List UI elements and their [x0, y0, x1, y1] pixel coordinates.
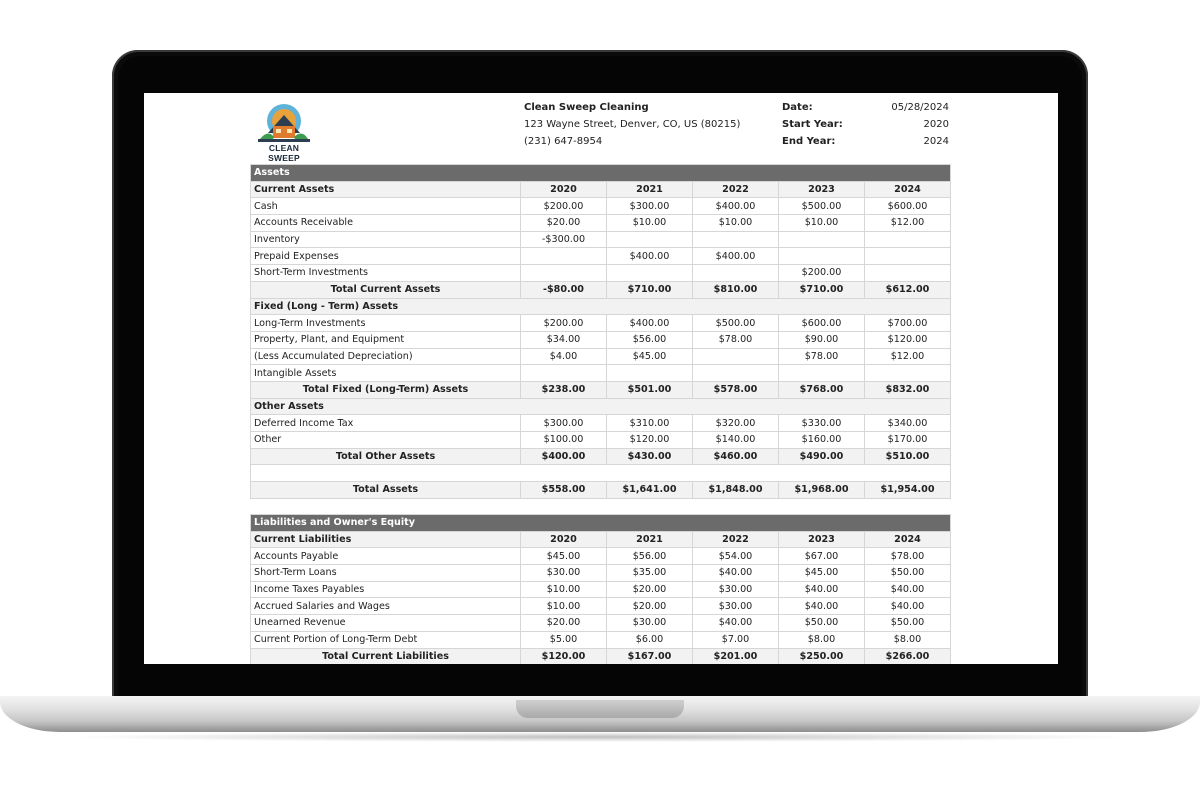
cell: $78.00 — [693, 331, 779, 348]
cell: $10.00 — [521, 581, 607, 598]
total-label: Total Current Liabilities — [251, 648, 521, 664]
cell: $140.00 — [693, 432, 779, 449]
cell: $50.00 — [865, 565, 951, 582]
cell: $600.00 — [779, 315, 865, 332]
total-cell: $578.00 — [693, 381, 779, 398]
company-logo — [254, 103, 314, 163]
year-header: 2021 — [607, 531, 693, 548]
date-label: Date: — [782, 102, 813, 113]
row-label: Intangible Assets — [251, 365, 521, 382]
table-row — [251, 315, 951, 332]
cell — [521, 365, 607, 382]
total-cell: $832.00 — [865, 381, 951, 398]
cell: $300.00 — [521, 415, 607, 432]
cell: $40.00 — [693, 615, 779, 632]
total-cell: $612.00 — [865, 281, 951, 298]
cell — [865, 265, 951, 282]
total-cell: $201.00 — [693, 648, 779, 664]
cell: $5.00 — [521, 631, 607, 648]
year-header: 2023 — [779, 181, 865, 198]
total-label: Total Fixed (Long-Term) Assets — [251, 381, 521, 398]
liabilities-title-row — [251, 515, 951, 532]
cell: $45.00 — [521, 548, 607, 565]
section-label: Current Assets — [251, 181, 521, 198]
start-year-value: 2020 — [923, 119, 949, 130]
year-header: 2021 — [607, 181, 693, 198]
cell — [779, 248, 865, 265]
total-cell: $810.00 — [693, 281, 779, 298]
row-label: Inventory — [251, 231, 521, 248]
fixed-assets-header — [251, 298, 951, 315]
cell — [865, 248, 951, 265]
total-cell: $490.00 — [779, 448, 865, 465]
logo-text: CLEAN SWEEP — [268, 143, 300, 163]
row-label: Long-Term Investments — [251, 315, 521, 332]
cell: $400.00 — [693, 248, 779, 265]
total-cell: $266.00 — [865, 648, 951, 664]
row-label: Accrued Salaries and Wages — [251, 598, 521, 615]
cell: $200.00 — [521, 198, 607, 215]
cell: $90.00 — [779, 331, 865, 348]
cell: $400.00 — [607, 315, 693, 332]
cell: $10.00 — [693, 215, 779, 232]
table-row — [251, 331, 951, 348]
total-cell: $430.00 — [607, 448, 693, 465]
total-label: Total Current Assets — [251, 281, 521, 298]
year-header: 2022 — [693, 181, 779, 198]
cell: $67.00 — [779, 548, 865, 565]
cell: $400.00 — [693, 198, 779, 215]
year-header: 2023 — [779, 531, 865, 548]
cell: $50.00 — [779, 615, 865, 632]
cell — [693, 231, 779, 248]
total-current-assets-row — [251, 281, 951, 298]
cell — [521, 248, 607, 265]
cell: $54.00 — [693, 548, 779, 565]
total-cell: $501.00 — [607, 381, 693, 398]
total-cell: $510.00 — [865, 448, 951, 465]
cell: $330.00 — [779, 415, 865, 432]
cell — [693, 348, 779, 365]
cell: $40.00 — [693, 565, 779, 582]
row-label: Property, Plant, and Equipment — [251, 331, 521, 348]
row-label: Unearned Revenue — [251, 615, 521, 632]
cell: $500.00 — [693, 315, 779, 332]
total-label: Total Other Assets — [251, 448, 521, 465]
table-row — [251, 248, 951, 265]
cell: $30.00 — [607, 615, 693, 632]
total-cell: $167.00 — [607, 648, 693, 664]
total-assets-row — [251, 482, 951, 499]
table-row — [251, 265, 951, 282]
cell: $50.00 — [865, 615, 951, 632]
table-row — [251, 631, 951, 648]
total-cell: $1,954.00 — [865, 482, 951, 499]
company-address: 123 Wayne Street, Denver, CO, US (80215) — [524, 119, 741, 130]
cell: $100.00 — [521, 432, 607, 449]
cell: $12.00 — [865, 215, 951, 232]
start-year-label: Start Year: — [782, 119, 843, 130]
assets-title-row — [251, 165, 951, 182]
cell: $30.00 — [521, 565, 607, 582]
cell — [779, 365, 865, 382]
liabilities-title: Liabilities and Owner's Equity — [251, 515, 951, 532]
table-row — [251, 415, 951, 432]
cell: $40.00 — [865, 598, 951, 615]
total-current-liabilities-row — [251, 648, 951, 664]
cell: $45.00 — [607, 348, 693, 365]
cell: $78.00 — [865, 548, 951, 565]
cell: $20.00 — [607, 598, 693, 615]
total-cell: $460.00 — [693, 448, 779, 465]
assets-table — [250, 164, 951, 499]
company-name: Clean Sweep Cleaning — [524, 102, 649, 113]
row-label: Short-Term Loans — [251, 565, 521, 582]
total-cell: $120.00 — [521, 648, 607, 664]
cell — [865, 231, 951, 248]
cell: $170.00 — [865, 432, 951, 449]
table-row — [251, 432, 951, 449]
end-year-value: 2024 — [923, 136, 949, 147]
row-label: Short-Term Investments — [251, 265, 521, 282]
section-label: Other Assets — [251, 398, 951, 415]
table-row — [251, 231, 951, 248]
section-label: Fixed (Long - Term) Assets — [251, 298, 951, 315]
cell: $10.00 — [779, 215, 865, 232]
row-label: Income Taxes Payables — [251, 581, 521, 598]
total-cell: $400.00 — [521, 448, 607, 465]
table-row — [251, 348, 951, 365]
cell: $56.00 — [607, 331, 693, 348]
total-cell: $1,968.00 — [779, 482, 865, 499]
cell: $10.00 — [521, 598, 607, 615]
total-cell: $710.00 — [607, 281, 693, 298]
year-header: 2020 — [521, 181, 607, 198]
cell — [607, 365, 693, 382]
cell: $10.00 — [607, 215, 693, 232]
cell: $200.00 — [779, 265, 865, 282]
total-cell: $558.00 — [521, 482, 607, 499]
cell: $600.00 — [865, 198, 951, 215]
cell — [779, 231, 865, 248]
table-row — [251, 548, 951, 565]
cell: $160.00 — [779, 432, 865, 449]
row-label: Prepaid Expenses — [251, 248, 521, 265]
cell: $340.00 — [865, 415, 951, 432]
table-row — [251, 215, 951, 232]
table-row — [251, 365, 951, 382]
company-phone: (231) 647-8954 — [524, 136, 603, 147]
company-info — [524, 99, 740, 150]
cell: $120.00 — [607, 432, 693, 449]
row-label: Accounts Payable — [251, 548, 521, 565]
laptop-notch — [516, 700, 684, 718]
table-row — [251, 565, 951, 582]
year-header: 2022 — [693, 531, 779, 548]
cell: $20.00 — [607, 581, 693, 598]
cell: $8.00 — [865, 631, 951, 648]
cell: $56.00 — [607, 548, 693, 565]
cell: $320.00 — [693, 415, 779, 432]
assets-title: Assets — [251, 165, 951, 182]
liabilities-table — [250, 514, 951, 664]
total-cell: $710.00 — [779, 281, 865, 298]
row-label: Cash — [251, 198, 521, 215]
row-label: Accounts Receivable — [251, 215, 521, 232]
table-row — [251, 615, 951, 632]
cell: $30.00 — [693, 581, 779, 598]
cell — [607, 265, 693, 282]
cell: $400.00 — [607, 248, 693, 265]
cell: $34.00 — [521, 331, 607, 348]
current-assets-header — [251, 181, 951, 198]
cell — [607, 231, 693, 248]
cell: $500.00 — [779, 198, 865, 215]
cell: $20.00 — [521, 215, 607, 232]
current-liabilities-header — [251, 531, 951, 548]
total-cell: $1,848.00 — [693, 482, 779, 499]
document-header — [144, 93, 1058, 163]
cell: $78.00 — [779, 348, 865, 365]
cell: $20.00 — [521, 615, 607, 632]
cell: $40.00 — [865, 581, 951, 598]
row-label: Other — [251, 432, 521, 449]
cell: -$300.00 — [521, 231, 607, 248]
cell: $8.00 — [779, 631, 865, 648]
other-assets-header — [251, 398, 951, 415]
cell: $35.00 — [607, 565, 693, 582]
cell: $45.00 — [779, 565, 865, 582]
cell — [693, 365, 779, 382]
cell: $12.00 — [865, 348, 951, 365]
cell: $300.00 — [607, 198, 693, 215]
total-other-assets-row — [251, 448, 951, 465]
report-meta — [782, 99, 949, 150]
section-label: Current Liabilities — [251, 531, 521, 548]
cell: $120.00 — [865, 331, 951, 348]
cell: $310.00 — [607, 415, 693, 432]
year-header: 2024 — [865, 181, 951, 198]
date-value: 05/28/2024 — [891, 102, 949, 113]
total-fixed-assets-row — [251, 381, 951, 398]
total-cell: $768.00 — [779, 381, 865, 398]
cell: $40.00 — [779, 598, 865, 615]
spacer-row — [251, 465, 951, 482]
total-cell: $1,641.00 — [607, 482, 693, 499]
total-cell: -$80.00 — [521, 281, 607, 298]
cell: $700.00 — [865, 315, 951, 332]
house-logo-icon — [254, 103, 314, 143]
cell: $7.00 — [693, 631, 779, 648]
year-header: 2020 — [521, 531, 607, 548]
total-cell: $238.00 — [521, 381, 607, 398]
row-label: (Less Accumulated Depreciation) — [251, 348, 521, 365]
total-label: Total Assets — [251, 482, 521, 499]
row-label: Deferred Income Tax — [251, 415, 521, 432]
total-cell: $250.00 — [779, 648, 865, 664]
cell: $30.00 — [693, 598, 779, 615]
cell: $200.00 — [521, 315, 607, 332]
cell: $6.00 — [607, 631, 693, 648]
table-row — [251, 581, 951, 598]
laptop-screen — [144, 93, 1058, 664]
end-year-label: End Year: — [782, 136, 836, 147]
cell — [521, 265, 607, 282]
row-label: Current Portion of Long-Term Debt — [251, 631, 521, 648]
cell — [693, 265, 779, 282]
year-header: 2024 — [865, 531, 951, 548]
cell: $40.00 — [779, 581, 865, 598]
cell — [865, 365, 951, 382]
table-row — [251, 598, 951, 615]
table-row — [251, 198, 951, 215]
cell: $4.00 — [521, 348, 607, 365]
laptop-shadow — [60, 732, 1140, 742]
